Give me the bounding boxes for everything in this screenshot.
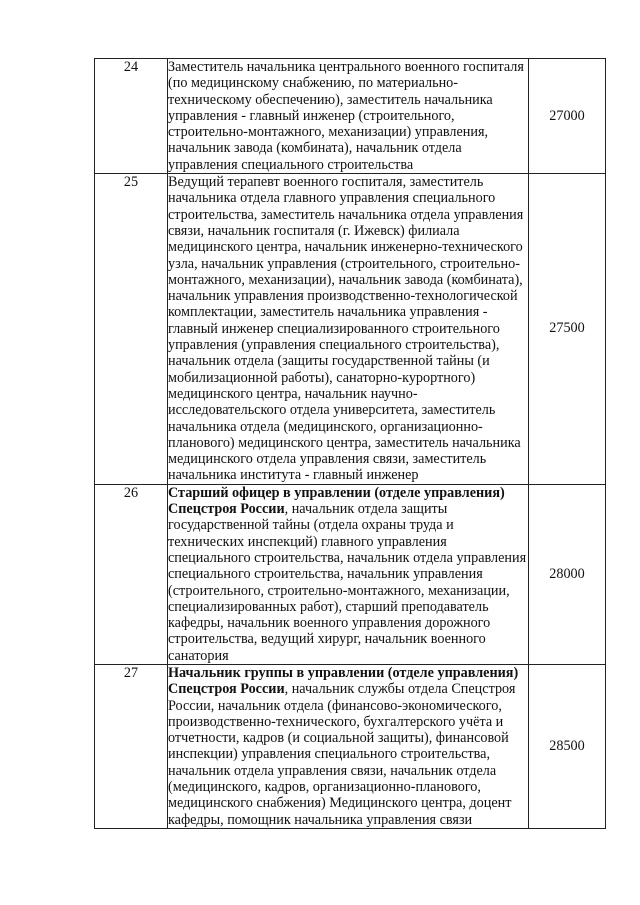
- salary-value: 27000: [529, 59, 606, 174]
- row-number: 24: [95, 59, 168, 174]
- row-number: 26: [95, 484, 168, 664]
- table-row: [95, 484, 606, 664]
- position-title-bold: Старший офицер в управлении (отделе управления) Спецстроя России: [168, 484, 505, 518]
- position-description: [168, 484, 529, 664]
- table-row: [95, 174, 606, 485]
- salary-value: 27500: [529, 174, 606, 485]
- position-text: Ведущий терапевт военного госпиталя, заместитель начальника отдела главного управления специального строительства, заместитель начальника отдела управления связи, начальник госпиталя (г. Ижевск) филиала медицинского центра, начальник инженерно-технического узла, начальник управления (строительного, строительно-монтажного, механизации), начальник завода (комбината), начальник управления производственно-технологической комплектации, заместитель начальника управления - главный инженер специализированного строительного управления (управления специального строительства), начальник отдела (защиты государственной тайны (и мобилизационной работы), санаторно-курортного) медицинского центра, начальник научно-исследовательского отдела университета, заместитель начальника отдела (медицинского, организационно-планового) медицинского центра, заместитель начальника медицинского отдела управления связи, заместитель начальника института - главный инженер: [168, 174, 524, 484]
- position-description: [168, 59, 529, 174]
- salary-value: 28500: [529, 664, 606, 828]
- table-row: [95, 59, 606, 174]
- position-description: [168, 174, 529, 485]
- salary-value: 28000: [529, 484, 606, 664]
- position-text: , начальник отдела защиты государственной тайны (отдела охраны труда и технических инспекций) главного управления специального строительства, начальник отдела управления специального строительства, начальник управления (строительного, строительно-монтажного, механизации, специализированных работ), старший преподаватель кафедры, начальник военного управления дорожного строительства, ведущий хирург, начальник военного санатория: [168, 501, 527, 664]
- row-number: 27: [95, 664, 168, 828]
- position-text: , начальник службы отдела Спецстроя России, начальник отдела (финансово-экономического, производственно-технического, бухгалтерского учёта и отчетности, кадров (и социальной защиты), финансовой инспекции) управления специального строительства, начальник отдела управления связи, начальник отдела (медицинского, кадров, организационно-планового, медицинского снабжения) Медицинского центра, доцент кафедры, помощник начальника управления связи: [168, 681, 516, 828]
- position-text: Заместитель начальника центрального военного госпиталя (по медицинскому снабжению, по материально-техническому обеспечению), заместитель начальника управления - главный инженер (строительного, строительно-монтажного, механизации) управления, начальник завода (комбината), начальник отдела управления специального строительства: [168, 59, 524, 173]
- position-description: [168, 664, 529, 828]
- table-row: [95, 664, 606, 828]
- positions-table: [94, 58, 606, 829]
- position-title-bold: Начальник группы в управлении (отделе управления) Спецстроя России: [168, 664, 519, 698]
- row-number: 25: [95, 174, 168, 485]
